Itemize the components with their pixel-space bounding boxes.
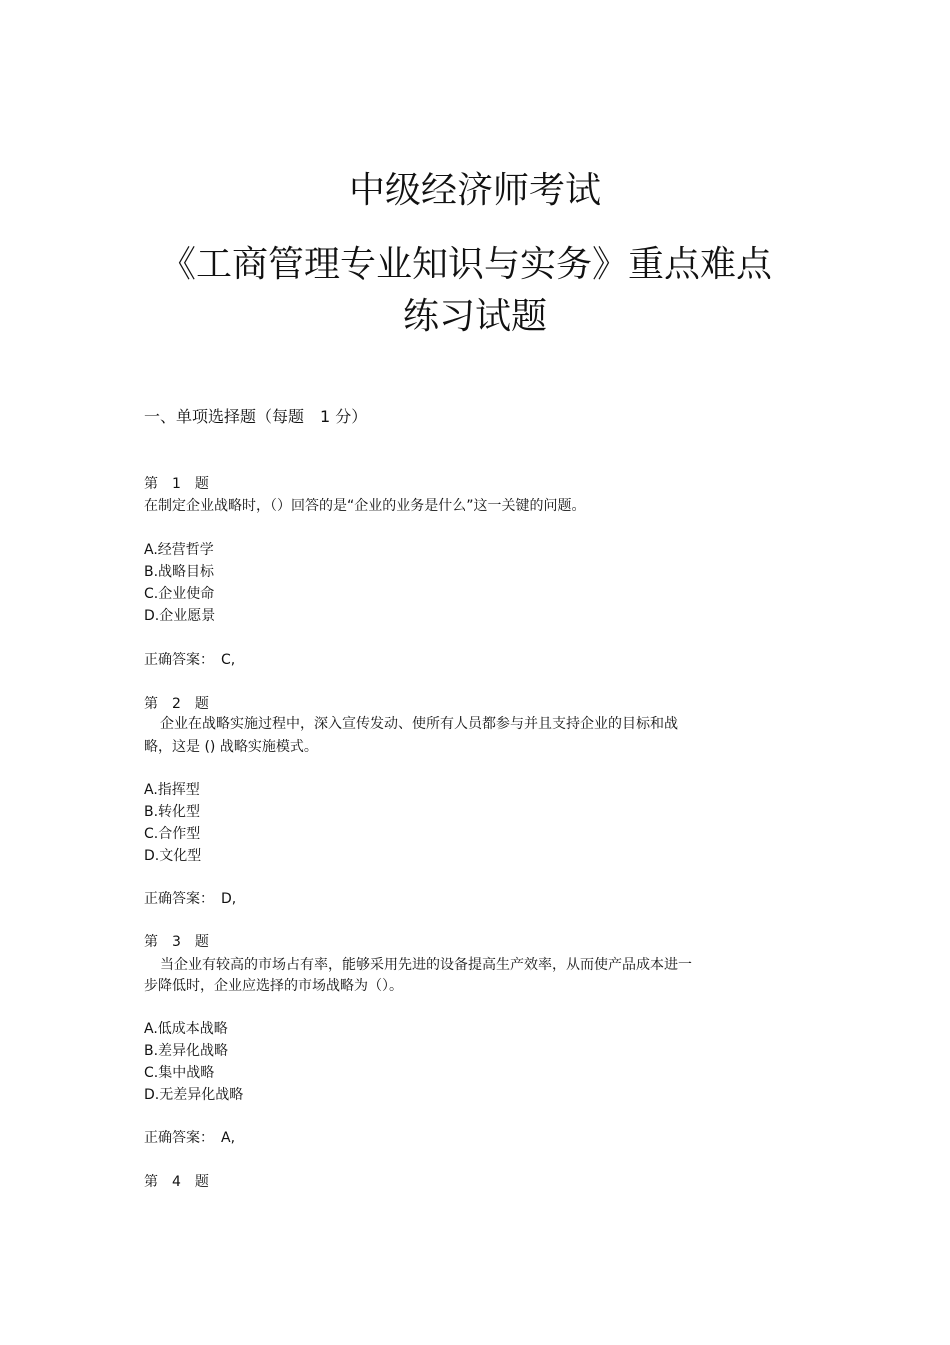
- question-number: 第 4 题: [144, 1174, 209, 1190]
- correct-answer: 正确答案： D,: [144, 891, 237, 907]
- question-stem-continued: 略，这是 () 战略实施模式。: [144, 739, 318, 755]
- document-title-line-3: 练习试题: [402, 296, 547, 337]
- question-stem: 当企业有较高的市场占有率，能够采用先进的设备提高生产效率，从而使产品成本进一: [160, 957, 692, 973]
- correct-answer: 正确答案： A,: [144, 1130, 236, 1146]
- option-b: B.差异化战略: [144, 1043, 229, 1059]
- question-stem-continued: 步降低时，企业应选择的市场战略为（）。: [144, 978, 403, 994]
- document-title-line-1: 中级经济师考试: [348, 170, 601, 211]
- question-number: 第 3 题: [144, 934, 209, 950]
- question-number: 第 2 题: [144, 696, 209, 712]
- option-b: B.战略目标: [144, 564, 215, 580]
- correct-answer: 正确答案： C,: [144, 652, 236, 668]
- option-d: D.文化型: [144, 848, 202, 864]
- option-a: A.经营哲学: [144, 542, 214, 558]
- question-stem: 在制定企业战略时，（）回答的是“企业的业务是什么”这一关键的问题。: [144, 498, 586, 514]
- option-c: C.合作型: [144, 826, 201, 842]
- option-a: A.低成本战略: [144, 1021, 228, 1037]
- option-a: A.指挥型: [144, 782, 200, 798]
- section-heading: 一、单项选择题（每题 1 分）: [144, 407, 368, 426]
- option-d: D.无差异化战略: [144, 1087, 244, 1103]
- document-title-line-2: 《工商管理专业知识与实务》重点难点: [159, 244, 772, 285]
- option-c: C.企业使命: [144, 586, 215, 602]
- option-d: D.企业愿景: [144, 608, 216, 624]
- question-stem: 企业在战略实施过程中，深入宣传发动、使所有人员都参与并且支持企业的目标和战: [160, 716, 678, 732]
- option-b: B.转化型: [144, 804, 201, 820]
- option-c: C.集中战略: [144, 1065, 215, 1081]
- question-number: 第 1 题: [144, 476, 209, 492]
